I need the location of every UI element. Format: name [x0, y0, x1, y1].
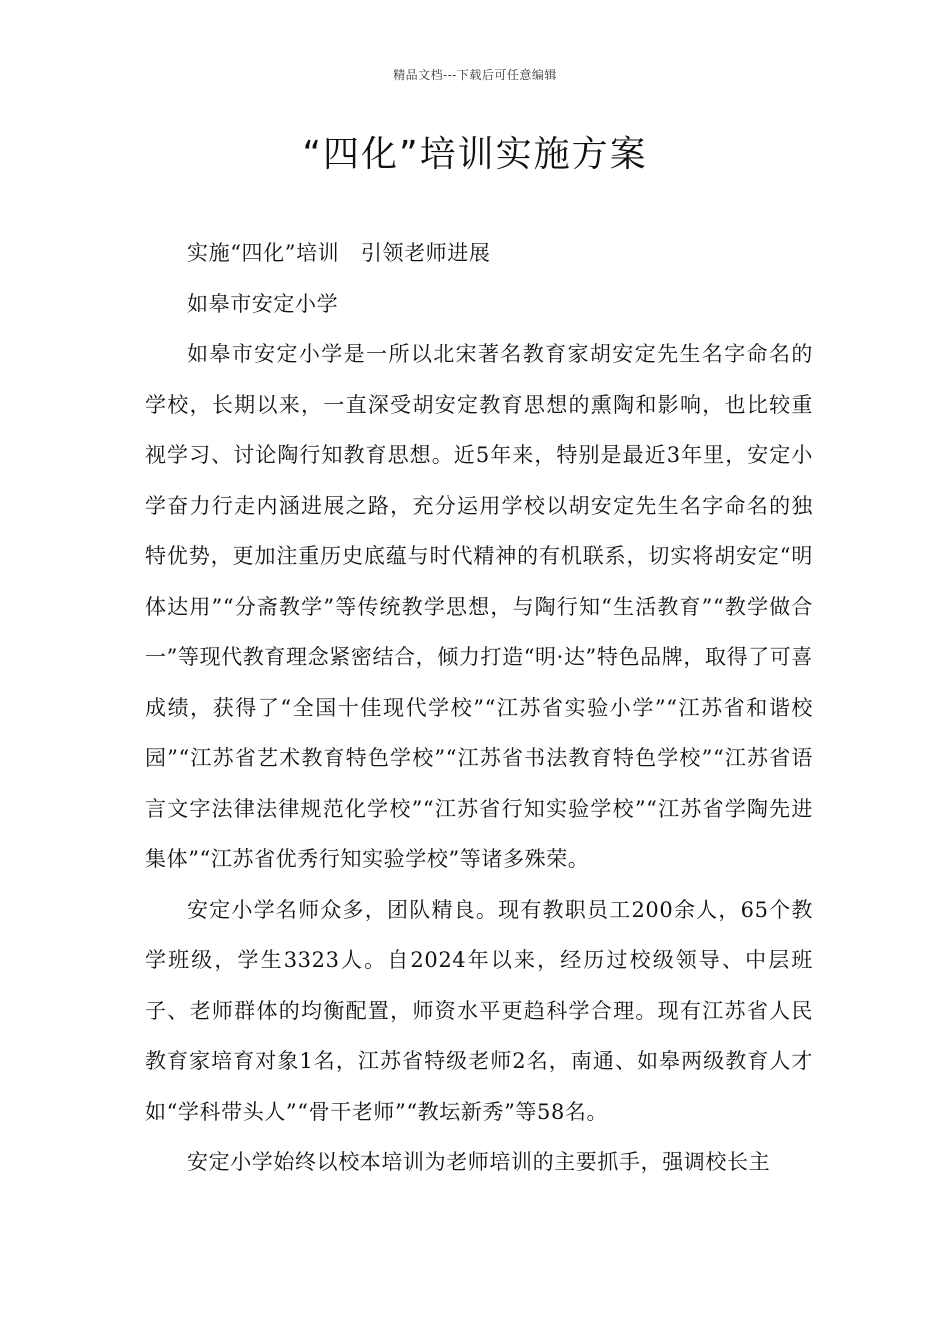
- author-line: 如皋市安定小学: [187, 291, 339, 316]
- document-title: “四化”培训实施方案: [302, 134, 648, 175]
- paragraph-2: 安定小学名师众多，团队精良。现有教职员工200余人，65个教学班级，学生3323人。自2024年以来，经历过校级领导、中层班子、老师群体的均衡配置，师资水平更趋科学合理。现有江苏省人民教育家培育对象1名，江苏省特级老师2名，南通、如皋两级教育人才如“学科带头人”“骨干老师”“教坛新秀”等58名。: [145, 897, 813, 1124]
- paragraph-3: 安定小学始终以校本培训为老师培训的主要抓手，强调校长主: [187, 1150, 771, 1174]
- header-note: 精品文档---下载后可任意编辑: [393, 68, 557, 82]
- paragraph-1: 如皋市安定小学是一所以北宋著名教育家胡安定先生名字命名的学校，长期以来，一直深受胡安定教育思想的熏陶和影响，也比较重视学习、讨论陶行知教育思想。近5年来，特别是最近3年里，安定小学奋力行走内涵进展之路，充分运用学校以胡安定先生名字命名的独特优势，更加注重历史底蕴与时代精神的有机联系，切实将胡安定“明体达用”“分斋教学”等传统教学思想，与陶行知“生活教育”“教学做合一”等现代教育理念紧密结合，倾力打造“明·达”特色品牌，取得了可喜成绩，获得了“全国十佳现代学校”“江苏省实验小学”“江苏省和谐校园”“江苏省艺术教育特色学校”“江苏省书法教育特色学校”“江苏省语言文字法律法律规范化学校”“江苏省行知实验学校”“江苏省学陶先进集体”“江苏省优秀行知实验学校”等诸多殊荣。: [145, 342, 813, 871]
- subtitle-line: 实施“四化”培训 引领老师进展: [187, 241, 491, 265]
- document-body: [145, 228, 813, 1188]
